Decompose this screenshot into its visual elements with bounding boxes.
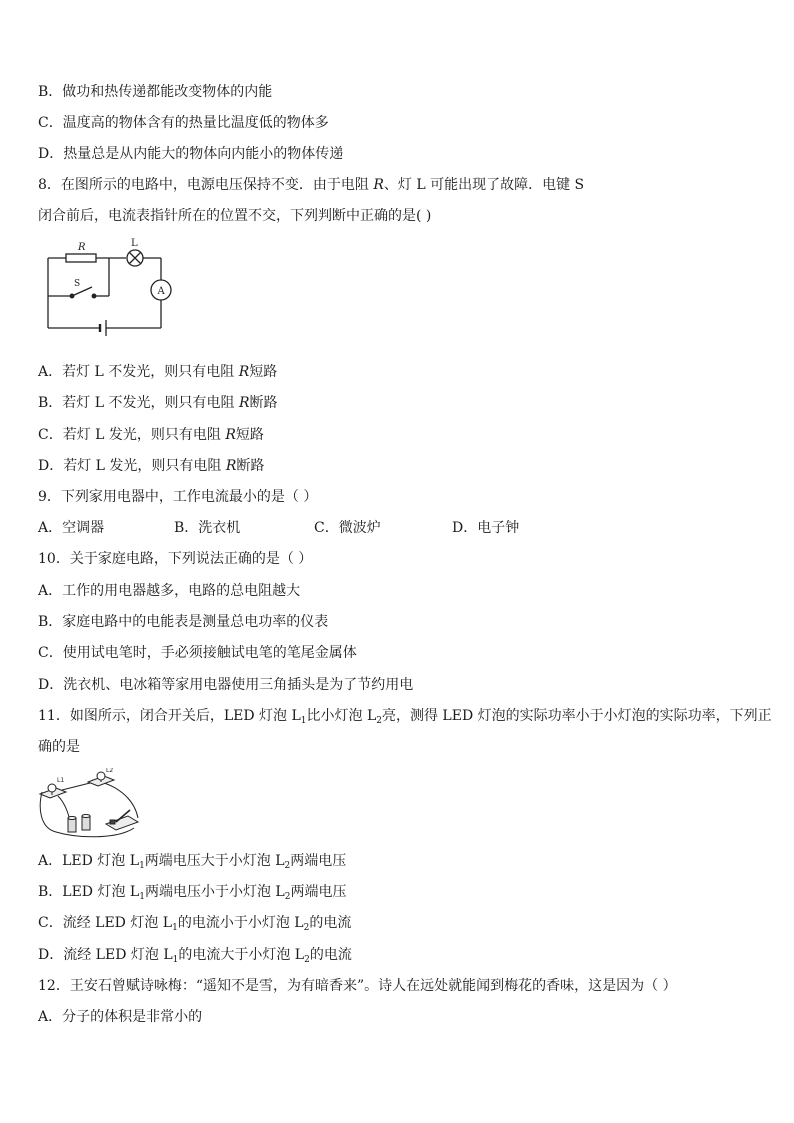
- q11-option-b: B．LED 灯泡 $L_1$两端电压小于小灯泡 $L_2$两端电压: [38, 884, 347, 902]
- q11-option-d: D．流经 LED 灯泡 $L_1$的电流大于小灯泡 $L_2$的电流: [38, 947, 352, 965]
- q9-option-c: C．微波炉: [314, 520, 381, 536]
- battery-2: [82, 816, 90, 830]
- l2-bulb: [97, 772, 105, 780]
- q8-option-b: B．若灯 L 不发光，则只有电阻 R断路: [38, 395, 278, 411]
- l1-label: L1: [57, 777, 65, 784]
- q10-option-b: B．家庭电路中的电能表是测量总电功率的仪表: [38, 614, 329, 630]
- q9-options: [38, 518, 538, 538]
- ammeter-label: A: [157, 286, 165, 297]
- battery-1: [68, 818, 76, 832]
- q11-option-c: C．流经 LED 灯泡 $L_1$的电流小于小灯泡 $L_2$的电流: [38, 915, 352, 933]
- q10-option-d: D．洗衣机、电冰箱等家用电器使用三角插头是为了节约用电: [38, 677, 414, 693]
- q8-option-d: D．若灯 L 发光，则只有电阻 R断路: [38, 458, 265, 474]
- q10-option-c: C．使用试电笔时，手必须接触试电笔的笔尾金属体: [38, 645, 357, 661]
- q9-stem: 9．下列家用电器中，工作电流最小的是（ ）: [38, 489, 318, 505]
- option-b: B．做功和热传递都能改变物体的内能: [38, 84, 273, 100]
- switch-label: S: [74, 279, 81, 289]
- lamp-label: L: [131, 238, 138, 249]
- q11-stem-line1: 11．如图所示，闭合开关后，LED 灯泡 $L_1$比小灯泡 $L_2$亮，测得 LED 灯泡的实际功率小于小灯泡的实际功率，下列正: [38, 708, 772, 726]
- l2-label: L2: [106, 768, 114, 774]
- q12-stem: 12．王安石曾赋诗咏梅：“遥知不是雪，为有暗香来”。诗人在远处就能闻到梅花的香味，这是因为（ ）: [38, 978, 677, 994]
- option-c: C．温度高的物体含有的热量比温度低的物体多: [38, 115, 329, 131]
- l1-bulb: [48, 784, 56, 792]
- q8-stem-line1: 8．在图所示的电路中，电源电压保持不变．由于电阻 R、灯 L 可能出现了故障．电键 S: [38, 177, 585, 193]
- q12-option-a: A．分子的体积是非常小的: [38, 1009, 203, 1025]
- q10-option-a: A．工作的用电器越多，电路的总电阻越大: [38, 583, 301, 599]
- q8-option-a: A．若灯 L 不发光，则只有电阻 R短路: [38, 364, 278, 380]
- q9-option-b: B．洗衣机: [174, 520, 241, 536]
- q11-option-a: A．LED 灯泡 $L_1$两端电压大于小灯泡 $L_2$两端电压: [38, 853, 347, 871]
- q11-circuit-picture: [36, 768, 146, 844]
- q8-circuit-diagram: [40, 238, 180, 338]
- resistor-r: [66, 254, 96, 262]
- resistor-label: R: [78, 242, 86, 253]
- option-d: D．热量总是从内能大的物体向内能小的物体传递: [38, 146, 344, 162]
- q11-stem-line2: 确的是: [38, 739, 80, 755]
- q9-option-a: A．空调器: [38, 520, 105, 536]
- q9-option-d: D．电子钟: [452, 520, 520, 536]
- q8-option-c: C．若灯 L 发光，则只有电阻 R短路: [38, 427, 264, 443]
- q8-stem-line2: 闭合前后，电流表指针所在的位置不交，下列判断中正确的是( ): [38, 208, 432, 224]
- q10-stem: 10．关于家庭电路，下列说法正确的是（ ）: [38, 551, 313, 567]
